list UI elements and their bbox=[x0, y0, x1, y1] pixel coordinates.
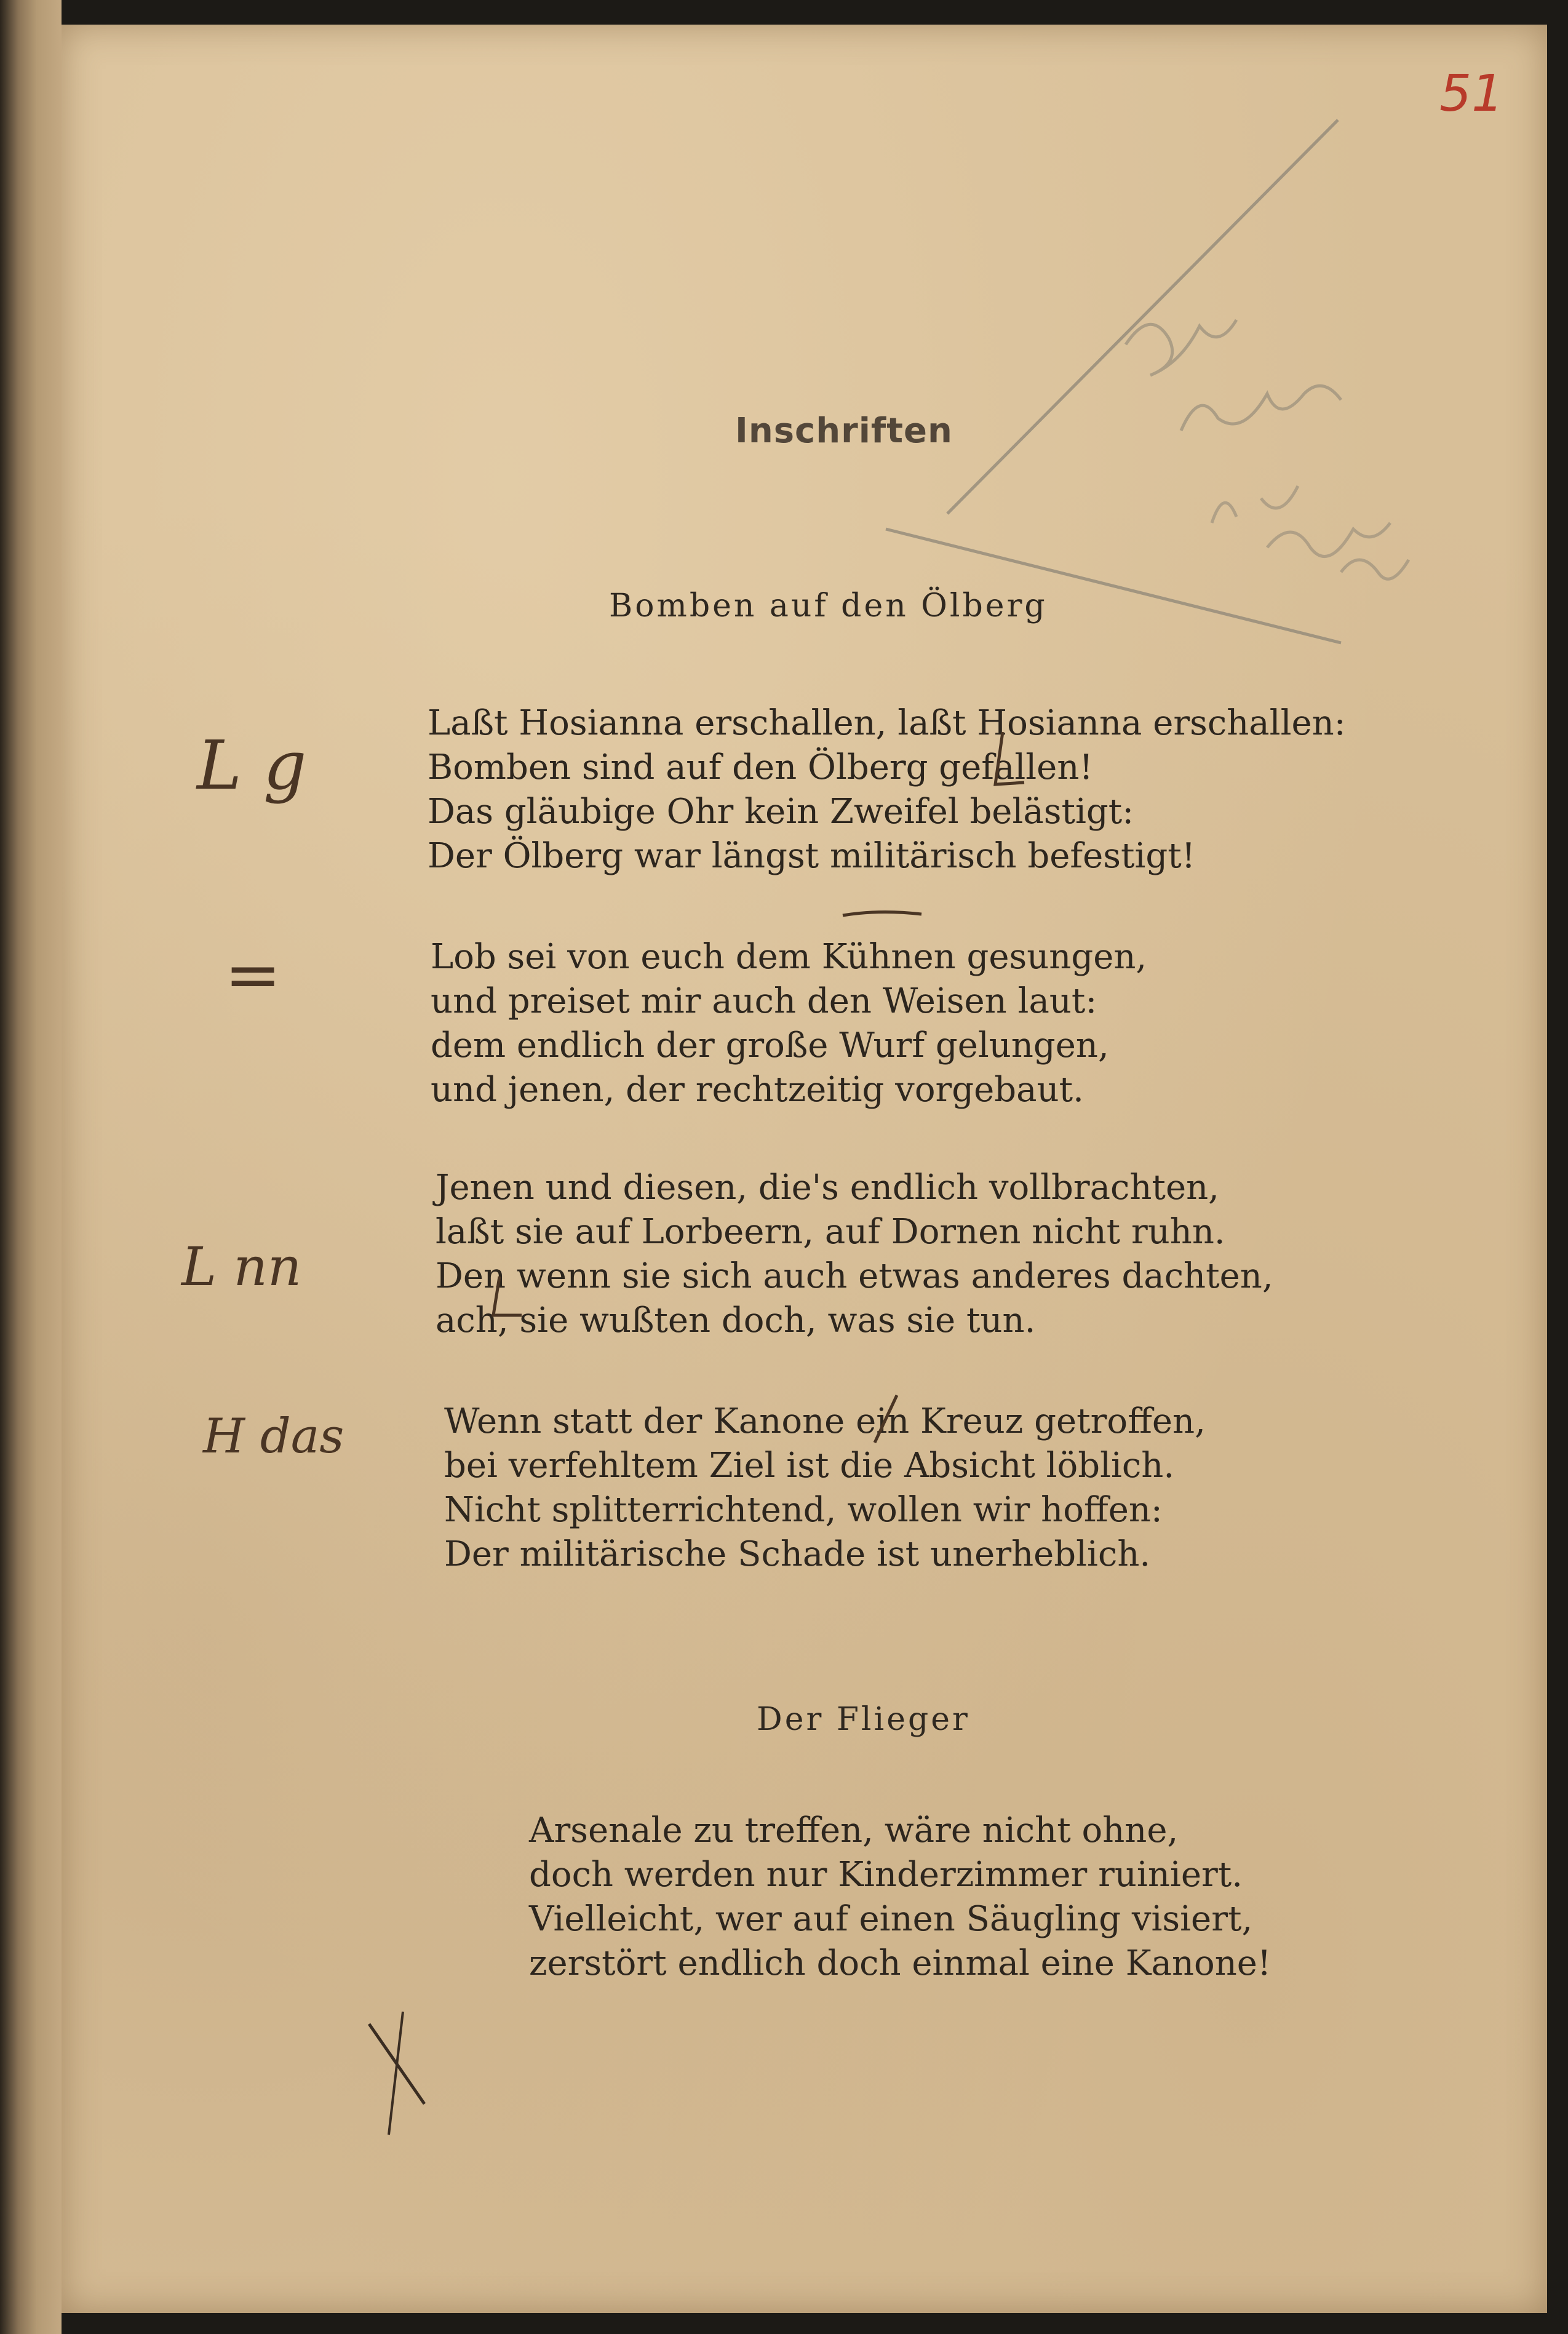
verse-line: Arsenale zu treffen, wäre nicht ohne, bbox=[529, 1810, 1179, 1850]
verse-line: laßt sie auf Lorbeern, auf Dornen nicht ruhn. bbox=[436, 1212, 1225, 1252]
page-number: 51 bbox=[1439, 65, 1504, 123]
verse-line: doch werden nur Kinderzimmer ruiniert. bbox=[529, 1855, 1243, 1895]
book-binding bbox=[0, 0, 62, 2334]
margin-note: = bbox=[225, 935, 282, 1014]
stanza bbox=[444, 1400, 1206, 1577]
verse-line: und preiset mir auch den Weisen laut: bbox=[431, 981, 1097, 1021]
margin-note: H das bbox=[203, 1409, 344, 1464]
verse-line: Nicht splitterrichtend, wollen wir hoffen: bbox=[444, 1490, 1163, 1530]
stanza bbox=[436, 1166, 1273, 1343]
verse-line: ach, sie wußten doch, was sie tun. bbox=[436, 1300, 1036, 1340]
verse-line: Jenen und diesen, die's endlich vollbrachten, bbox=[436, 1168, 1219, 1208]
margin-note: L g bbox=[197, 726, 307, 805]
margin-note: L nn bbox=[181, 1237, 302, 1298]
stanza bbox=[428, 701, 1346, 878]
verse-line: und jenen, der rechtzeitig vorgebaut. bbox=[431, 1070, 1084, 1110]
stanza bbox=[431, 935, 1147, 1112]
verse-line: Der Ölberg war längst militärisch befestigt! bbox=[428, 836, 1196, 876]
poem-title: Der Flieger bbox=[757, 1701, 970, 1738]
verse-line: Laßt Hosianna erschallen, laßt Hosianna erschallen: bbox=[428, 703, 1346, 743]
verse-line: Vielleicht, wer auf einen Säugling visiert, bbox=[529, 1899, 1253, 1939]
verse-line: dem endlich der große Wurf gelungen, bbox=[431, 1026, 1109, 1065]
stanza bbox=[529, 1809, 1271, 1986]
verse-line: Lob sei von euch dem Kühnen gesungen, bbox=[431, 937, 1147, 977]
verse-line: Der militärische Schade ist unerheblich. bbox=[444, 1534, 1151, 1574]
poem-title: Bomben auf den Ölberg bbox=[609, 587, 1048, 624]
verse-line: Wenn statt der Kanone ein Kreuz getroffen, bbox=[444, 1401, 1206, 1441]
verse-line: zerstört endlich doch einmal eine Kanone! bbox=[529, 1943, 1272, 1983]
verse-line: Den wenn sie sich auch etwas anderes dachten, bbox=[436, 1256, 1273, 1296]
section-heading: Inschriften bbox=[735, 411, 953, 451]
verse-line: bei verfehltem Ziel ist die Absicht löblich. bbox=[444, 1446, 1175, 1486]
verse-line: Bomben sind auf den Ölberg gefallen! bbox=[428, 747, 1093, 787]
verse-line: Das gläubige Ohr kein Zweifel belästigt: bbox=[428, 792, 1134, 832]
